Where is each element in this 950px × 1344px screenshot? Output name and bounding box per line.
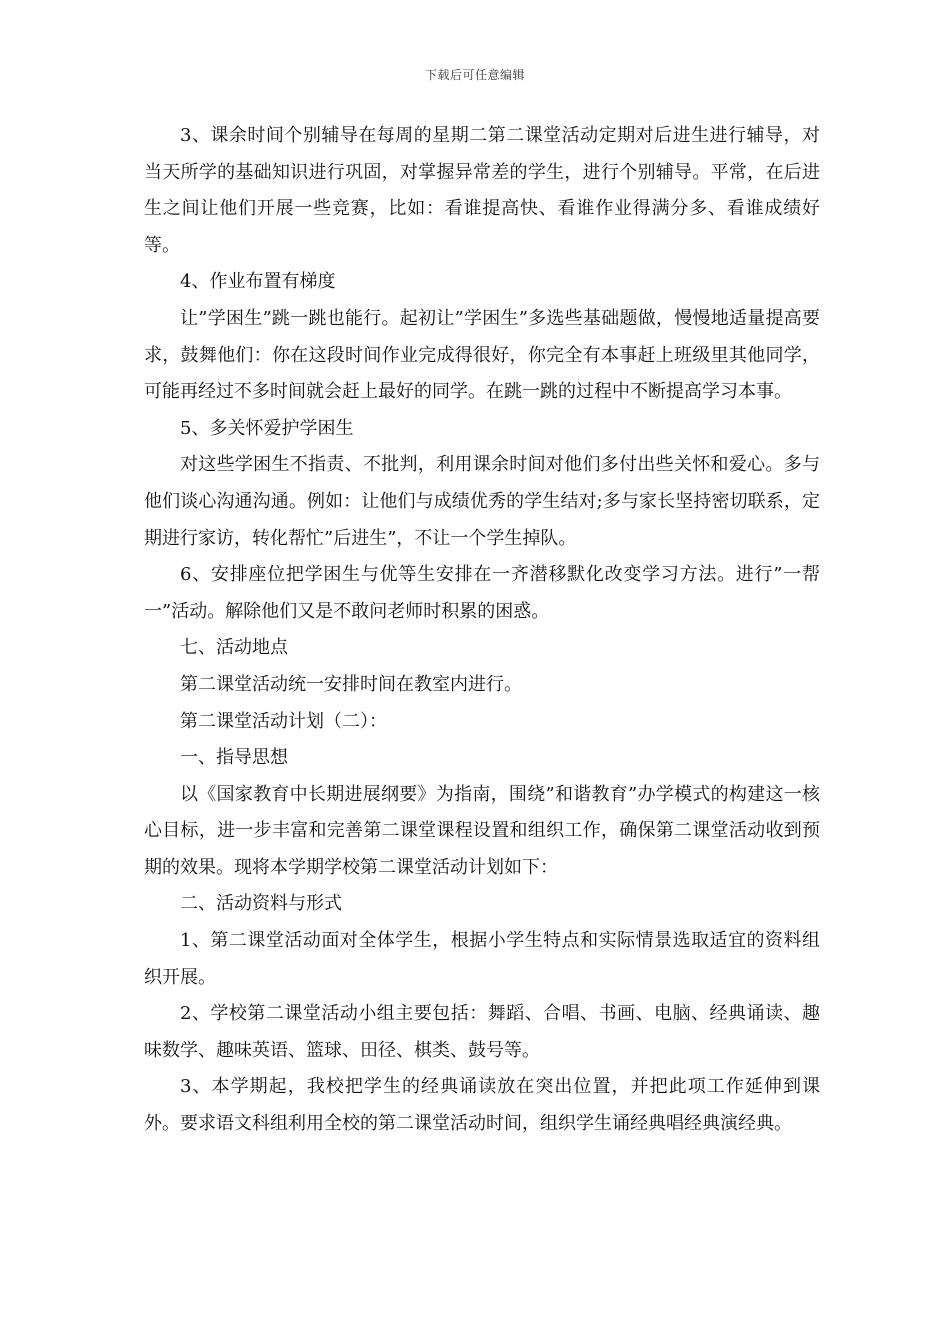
paragraph-2: 4、作业布置有梯度 bbox=[180, 271, 336, 293]
paragraph-13: 1、第二课堂活动面对全体学生，根据小学生特点和实际情景选取适宜的资料组织开展。 bbox=[144, 930, 820, 988]
paragraph-9: 第二课堂活动计划（二）： bbox=[180, 710, 387, 732]
paragraph-11: 以《国家教育中长期进展纲要》为指南，围绕”和谐教育”办学模式的构建这一核心目标，进一步丰富和完善第二课堂课程设置和组织工作，确保第二课堂活动收到预期的效果。现将本学期学校第二课堂活动计划如下： bbox=[144, 783, 820, 878]
page-header: 下载后可任意编辑 bbox=[424, 68, 525, 82]
paragraph-12: 二、活动资料与形式 bbox=[180, 893, 342, 915]
paragraph-7: 七、活动地点 bbox=[180, 637, 288, 659]
paragraph-10: 一、指导思想 bbox=[180, 747, 288, 769]
document-body bbox=[144, 118, 820, 1143]
paragraph-14: 2、学校第二课堂活动小组主要包括：舞蹈、合唱、书画、电脑、经典诵读、趣味数学、趣味英语、篮球、田径、棋类、鼓号等。 bbox=[144, 1003, 820, 1061]
paragraph-1: 3、课余时间个别辅导在每周的星期二第二课堂活动定期对后进生进行辅导，对当天所学的基础知识进行巩固，对掌握异常差的学生，进行个别辅导。平常，在后进生之间让他们开展一些竞赛，比如：看谁提高快、看谁作业得满分多、看谁成绩好等。 bbox=[144, 125, 820, 256]
paragraph-4: 5、多关怀爱护学困生 bbox=[180, 417, 354, 439]
paragraph-6: 6、安排座位把学困生与优等生安排在一齐潜移默化改变学习方法。进行”一帮一”活动。解除他们又是不敢问老师时积累的困惑。 bbox=[144, 564, 820, 622]
paragraph-8: 第二课堂活动统一安排时间在教室内进行。 bbox=[180, 673, 522, 695]
paragraph-5: 对这些学困生不指责、不批判，利用课余时间对他们多付出些关怀和爱心。多与他们谈心沟通沟通。例如：让他们与成绩优秀的学生结对;多与家长坚持密切联系，定期进行家访，转化帮忙”后进生”，不让一个学生掉队。 bbox=[144, 454, 820, 549]
paragraph-15: 3、本学期起，我校把学生的经典诵读放在突出位置，并把此项工作延伸到课外。要求语文科组利用全校的第二课堂活动时间，组织学生诵经典唱经典演经典。 bbox=[144, 1076, 820, 1135]
paragraph-3: 让”学困生”跳一跳也能行。起初让”学困生”多选些基础题做，慢慢地适量提高要求，鼓舞他们：你在这段时间作业完成得很好，你完全有本事赶上班级里其他同学，可能再经过不多时间就会赶上最好的同学。在跳一跳的过程中不断提高学习本事。 bbox=[144, 307, 820, 403]
